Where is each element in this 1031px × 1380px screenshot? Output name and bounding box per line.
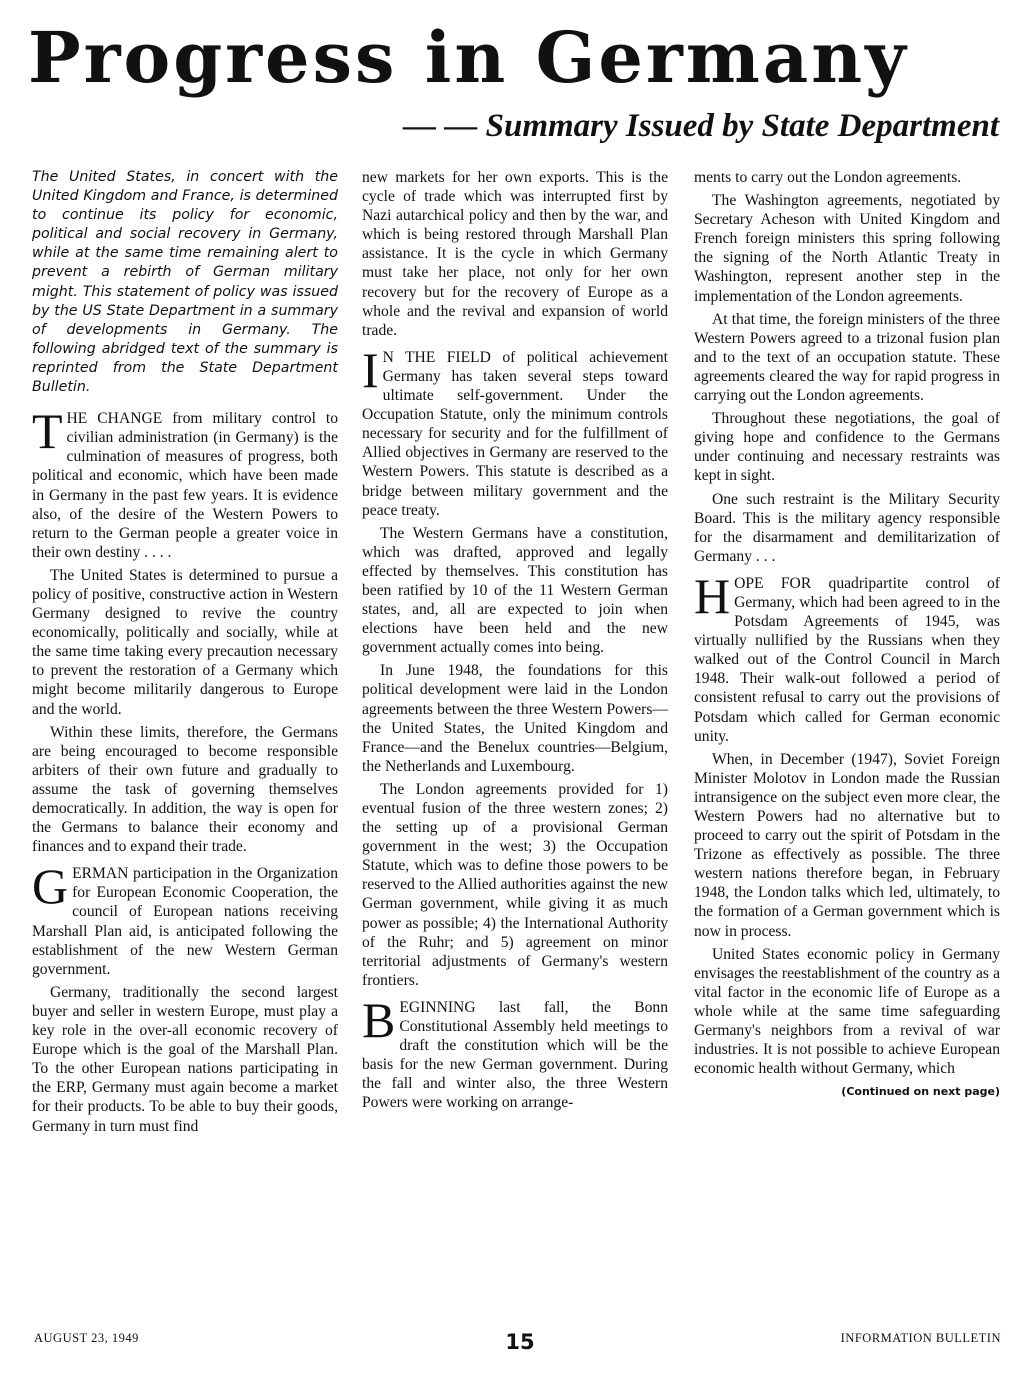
paragraph-text: EGINNING last fall, the Bonn Constitutional Assembly held meetings to draft the constitution which will be the basis for the new German government. During the fall and winter also, the three Western Powers were working on arrange- xyxy=(362,998,668,1112)
paragraph-text: ERMAN participation in the Organization for European Economic Cooperation, the council of European nations receiving Marshall Plan aid, is anticipated following the establishment of the new Western German government. xyxy=(32,865,338,978)
drop-cap: G xyxy=(32,858,69,915)
drop-cap: I xyxy=(362,341,379,398)
paragraph: The Western Germans have a constitution, which was drafted, approved and legally effected by themselves. This constitution has been ratified by 10 of the 11 Western German states, and, all are expected to join when elections have been held and the new government actually comes into being. xyxy=(362,524,668,657)
footer-date: AUGUST 23, 1949 xyxy=(34,1331,139,1345)
paragraph: At that time, the foreign ministers of the three Western Powers agreed to a trizonal fusion plan and to the text of an occupation statute. These agreements cleared the way for rapid progress in carrying out the London agreements. xyxy=(694,310,1000,405)
paragraph: The London agreements provided for 1) eventual fusion of the three western zones; 2) the setting up of a provisional German government in the west; 3) the Occupation Statute, which was to define those powers to be reserved to the Allied authorities against the new German government, while giving it as much power as possible; 4) the International Authority of the Ruhr; and 5) agreement on minor territorial adjustments of Germany's western frontiers. xyxy=(362,780,668,989)
section-paragraph xyxy=(32,403,338,562)
paragraph: When, in December (1947), Soviet Foreign Minister Molotov in London made the Russian intransigence on the subject even more clear, the Western Powers had no alternative but to proceed to carry out the spirit of Potsdam in the Trizone as effectively as possible. The three western nations therefore began, in February 1948, the London talks which led, ultimately, to the formation of a German government which is now in process. xyxy=(694,750,1000,940)
paragraph: Germany, traditionally the second largest buyer and seller in western Europe, must play a key role in the over-all economic recovery of Europe which is the goal of the Marshall Plan. To the other European nations participating in the ERP, Germany must again become a market for their products. To be able to buy their goods, Germany in turn must find xyxy=(32,983,338,1135)
paragraph: Within these limits, therefore, the Germans are being encouraged to become responsible arbiters of their own future and gradually to assume the task of governing themselves democratically. In addition, the way is open for the Germans to balance their economy and finances and to expand their trade. xyxy=(32,723,338,856)
page-number: 15 xyxy=(505,1330,535,1354)
paragraph-text: OPE FOR quadripartite control of Germany, which had been agreed to in the Potsdam Agreements of 1945, was virtually nullified by the Russians when they walked out of the Control Council in March 1948. Their walk-out followed a period of consistent refusal to carry out the provisions of Potsdam which called for German economic unity. xyxy=(694,574,1000,745)
paragraph: ments to carry out the London agreements. xyxy=(694,169,962,186)
drop-cap: B xyxy=(362,991,396,1048)
section-paragraph xyxy=(362,341,668,520)
continued-note: (Continued on next page) xyxy=(841,1085,1000,1099)
text-column-1 xyxy=(32,168,338,1140)
section-paragraph xyxy=(362,991,668,1113)
paragraph: One such restraint is the Military Security Board. This is the military agency responsible for the disarmament and demilitarization of Germany . . . xyxy=(694,490,1000,565)
text-column-3 xyxy=(694,168,1000,1101)
drop-cap: H xyxy=(694,567,731,624)
paragraph: In June 1948, the foundations for this political development were laid in the London agreements between the three Western Powers—the United States, the United Kingdom and France—and the Benelux countries—Belgium, the Netherlands and Luxembourg. xyxy=(362,662,668,775)
footer-publication: INFORMATION BULLETIN xyxy=(840,1331,1001,1345)
section-paragraph xyxy=(32,858,338,979)
paragraph: United States economic policy in Germany envisages the reestablishment of the country as a vital factor in the economic life of Europe as a whole while at the same time safeguarding Germany's neighbors from a revival of war industries. It is not possible to achieve European economic health without Germany, which xyxy=(694,945,1000,1078)
paragraph: Throughout these negotiations, the goal of giving hope and confidence to the Germans under continuing and necessary restraints was kept in sight. xyxy=(694,410,1000,485)
intro-paragraph: The United States, in concert with the United Kingdom and France, is determined to continue its policy for economic, political and social recovery in Germany, while at the same time remaining alert to prevent a rebirth of German military might. This statement of policy was issued by the US State Department in a summary of developments in Germany. The following abridged text of the summary is reprinted from the State Department Bulletin. xyxy=(32,169,338,396)
paragraph: The Washington agreements, negotiated by Secretary Acheson with United Kingdom and French foreign ministers this spring following the signing of the North Atlantic Treaty in Washington, represent another step in the implementation of the London agreements. xyxy=(694,192,1000,305)
paragraph: The United States is determined to pursue a policy of positive, constructive action in Western Germany designed to revive the country economically, politically and socially, while at the same time taking every precaution necessary to prevent the restoration of a Germany which might become militarily dangerous to Europe and the world. xyxy=(32,566,338,718)
section-paragraph xyxy=(694,567,1000,746)
paragraph: new markets for her own exports. This is the cycle of trade which was interrupted first by Nazi autarchical policy and then by the war, and which is being restored through Marshall Plan assistance. It is the cycle in which Germany must take her place, not only for her own recovery but for the recovery of Europe as a whole and the revival and expansion of world trade. xyxy=(362,169,668,339)
article-title: Progress in Germany xyxy=(28,16,909,99)
paragraph-text: N THE FIELD of political achievement Germany has taken several steps toward ultimate self-government. Under the Occupation Statute, only the minimum controls necessary for security and for the fulfillment of Allied objectives in Germany are reserved to the Western Powers. This statute is described as a bridge between military government and the peace treaty. xyxy=(362,348,668,519)
text-column-2 xyxy=(362,168,668,1117)
drop-cap: T xyxy=(32,403,63,460)
paragraph-text: HE CHANGE from military control to civilian administration (in Germany) is the culmination of measures of progress, both political and economic, which have been made in Germany in the past few years. It is evidence also, of the desire of the Western Powers to return to the German people a greater voice in their own destiny . . . . xyxy=(32,410,338,561)
article-subtitle: — — Summary Issued by State Department xyxy=(403,108,999,144)
